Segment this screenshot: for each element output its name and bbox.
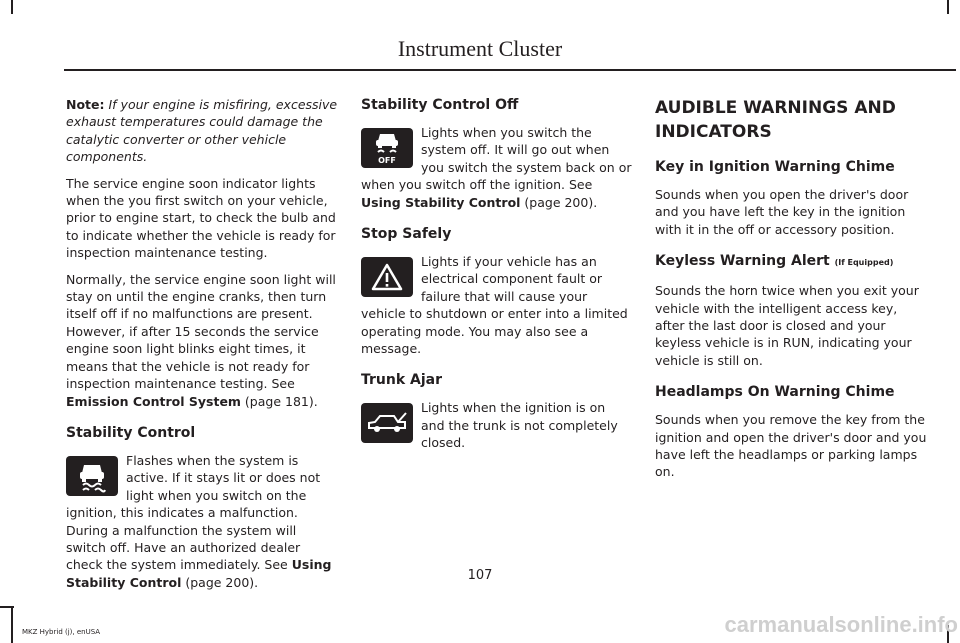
key-in-ignition-heading-text: Key in Ignition Warning Chime — [655, 159, 895, 175]
stability-control-off-heading: Stability Control Off — [361, 97, 519, 113]
watermark: carmanualsonline.info — [724, 612, 958, 637]
page-title: Instrument Cluster — [397, 36, 563, 61]
key-in-ignition-heading — [655, 158, 930, 176]
audible-warnings-heading: AUDIBLE WARNINGS AND INDICATORS — [655, 98, 896, 142]
note-text: If your engine is misfiring, excessive exhaust temperatures could damage the catalytic converter or other vehicle components. — [66, 97, 338, 165]
trunk-ajar-icon — [361, 403, 413, 443]
key-in-ignition-text: Sounds when you open the driver's door and you have left the key in the ignition with it in the off or accessory position. — [655, 187, 909, 237]
column-3 — [655, 96, 930, 490]
emission-control-ref: (page 181). — [240, 393, 318, 409]
trunk-ajar-heading: Trunk Ajar — [361, 372, 443, 389]
stability-control-heading: Stability Control — [66, 424, 196, 441]
keyless-warning-heading-text: Keyless Warning Alert — [655, 253, 830, 270]
crop-mark-top-left — [11, 0, 13, 14]
service-engine-paragraph-1: The service engine soon indicator lights when the you first switch on your vehicle, prior to engine start, to check the bulb and to indicate whether the vehicle is ready for inspection maintenance testing. — [66, 175, 336, 261]
stability-control-off-ref: (page 200). — [520, 194, 598, 210]
stability-control-text: Flashes when the system is active. If it stays lit or does not light when you switch on the ignition, this indicates a malfunction. During a malfunction the system will switch off. Have an authorized dealer check the system immediately. See — [66, 452, 321, 573]
document-id: MKZ Hybrid (j), enUSA — [22, 628, 101, 636]
page-number: 107 — [467, 568, 493, 583]
service-engine-text: Normally, the service engine soon light will stay on until the engine cranks, then turn itself off if no malfunctions are present. However, if after 15 seconds the service engine soon light blinks eight times, it means that the vehicle is not ready for inspection maintenance testing. See — [66, 271, 336, 392]
headlamps-on-heading-text: Headlamps On Warning Chime — [655, 384, 895, 401]
stop-safely-paragraph — [361, 253, 632, 357]
trunk-ajar-paragraph — [361, 399, 632, 451]
column-2 — [361, 96, 632, 461]
note-paragraph — [66, 96, 338, 166]
trunk-ajar-text: Lights when the ignition is on and the trunk is not completely closed. — [421, 400, 618, 451]
emission-control-link[interactable]: Emission Control System — [66, 393, 241, 409]
stop-safely-text: Lights if your vehicle has an electrical component fault or failure that will cause your vehicle to shutdown or enter into a limited operating mode. You may also see a message. — [361, 254, 628, 357]
using-stability-control-link-2[interactable]: Using Stability Control — [361, 194, 521, 210]
service-engine-paragraph-2 — [66, 271, 338, 410]
header-rule — [64, 69, 956, 71]
keyless-warning-text: Sounds the horn twice when you exit your vehicle with the intelligent access key, after the last door is closed and your keyless vehicle is in RUN, indicating your vehicle is still on. — [655, 283, 919, 368]
column-1 — [66, 96, 338, 600]
stability-control-ref: (page 200). — [181, 574, 259, 590]
headlamps-on-heading — [655, 383, 930, 401]
stability-control-icon — [66, 456, 118, 496]
crop-mark-bottom-left-v — [11, 606, 13, 643]
stability-off-icon-label: OFF — [378, 156, 396, 165]
headlamps-on-text: Sounds when you remove the key from the ignition and open the driver's door and you have left the headlamps or parking lamps on. — [655, 412, 927, 480]
stability-control-off-icon — [361, 128, 413, 168]
stability-control-off-paragraph — [361, 124, 632, 211]
if-equipped-qualifier: (If Equipped) — [834, 258, 894, 268]
note-label: Note: — [66, 97, 105, 112]
warning-triangle-icon — [361, 257, 413, 297]
crop-mark-bottom-left-h — [0, 606, 14, 608]
stop-safely-heading: Stop Safely — [361, 226, 452, 243]
stability-control-off-text: Lights when you switch the system off. It will go out when you switch the system back on or when you switch off the ignition. See — [361, 125, 632, 193]
crop-mark-top-right — [947, 0, 949, 14]
keyless-warning-heading — [655, 252, 930, 272]
using-stability-control-link[interactable]: Using Stability Control — [66, 557, 332, 590]
